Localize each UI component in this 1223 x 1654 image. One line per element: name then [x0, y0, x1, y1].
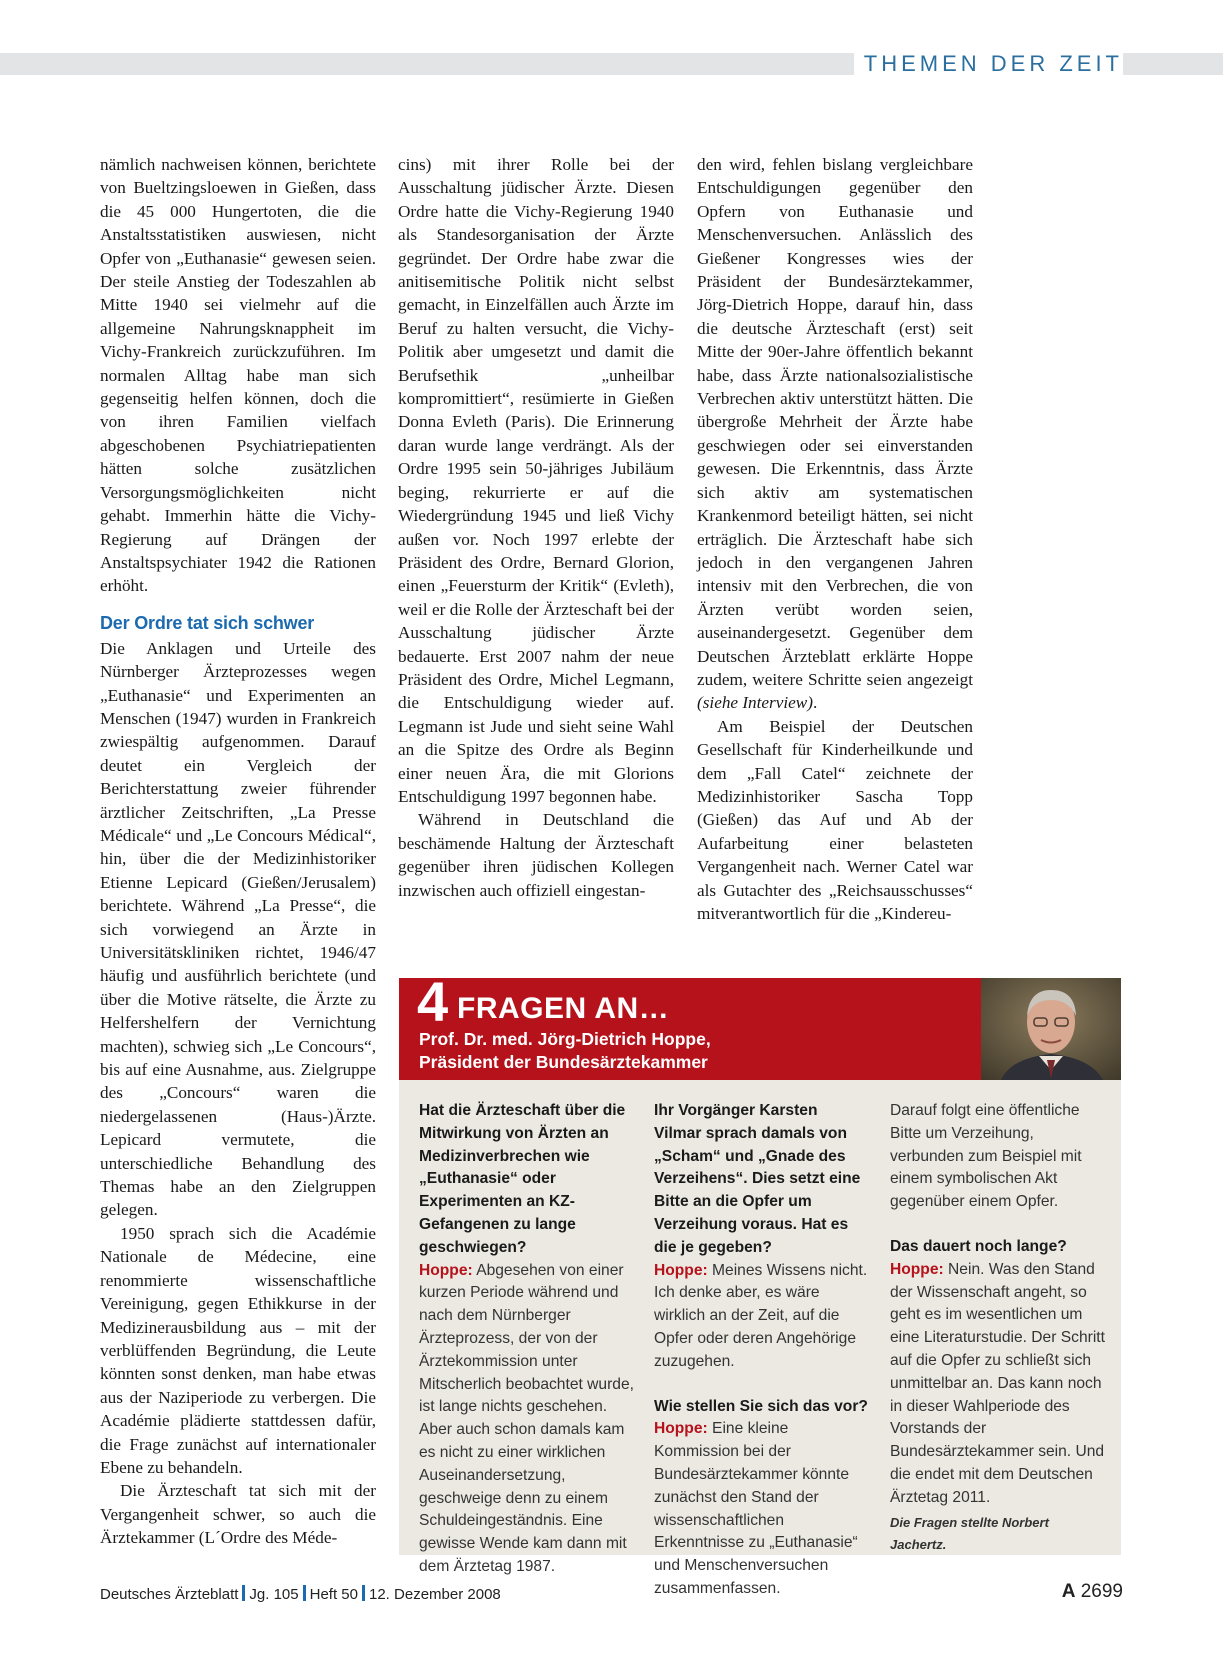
interview-question: Wie stellen Sie sich das vor?	[654, 1397, 868, 1415]
speaker-label: Hoppe:	[654, 1420, 708, 1438]
interview-column-1	[419, 1100, 634, 1579]
article-column-2	[398, 153, 674, 902]
interview-answer: Darauf folgt eine öffentliche Bitte um Verzeihung, verbunden zum Beispiel mit einem symbolischen Akt gegenüber einem Opfer.	[890, 1102, 1082, 1211]
subheading: Der Ordre tat sich schwer	[100, 612, 315, 633]
separator	[362, 1585, 365, 1601]
interview-answer: Hoppe: Eine kleine Kommission bei der Bundesärztekammer könnte zunächst den Stand der wissenschaftlichen Erkenntnisse zu „Euthanasie“ und Menschenversuchen zusammenfassen.	[654, 1420, 858, 1597]
separator	[242, 1585, 245, 1601]
interview-question: Ihr Vorgänger Karsten Vilmar sprach damals von „Scham“ und „Gnade des Verzeihens“. Dies setzt eine Bitte an die Opfer um Verzeihung voraus. Hat es die je gegeben?	[654, 1102, 861, 1256]
paragraph: Die Ärzteschaft tat sich mit der Vergangenheit schwer, so auch die Ärztekammer (L´Ordre des Méde-	[100, 1481, 376, 1548]
interview-question: Das dauert noch lange?	[890, 1237, 1067, 1255]
interview-column-3	[890, 1100, 1105, 1557]
interview-question: Hat die Ärzteschaft über die Mitwirkung von Ärzten an Medizinverbrechen wie „Euthanasie“ oder Experimenten an KZ-Gefangenen zu lange geschwiegen?	[419, 1102, 626, 1256]
volume: Jg. 105	[249, 1586, 299, 1603]
paragraph: cins) mit ihrer Rolle bei der Ausschaltung jüdischer Ärzte. Diesen Ordre hatte die Vichy-Regierung 1940 als Standesorganisation der Ärzte gegründet. Der Ordre habe zwar die anitisemitische Politik nicht selbst gemacht, in Einzelfällen auch Ärzte im Beruf zu halten versucht, die Vichy-Politik aber umgesetzt und damit die Berufsethik „unheilbar kompromittiert“, resümierte in Gießen Donna Evleth (Paris). Die Erinnerung daran wurde lange verdrängt. Als der Ordre 1995 sein 50-jähriges Jubiläum beging, rekurrierte er auf die Wiedergründung 1945 und ließ Vichy außen vor. Noch 1997 erlebte der Präsident des Ordre, Bernard Glorion, einen „Feuersturm der Kritik“ (Evleth), weil er die Rolle der Ärzteschaft bei der Ausschaltung jüdischer Ärzte bedauerte. Erst 2007 nahm der neue Präsident des Ordre, Michel Legmann, die Entschuldigung wieder auf. Legmann ist Jude und sieht seine Wahl an die Spitze des Ordre als Beginn einer neuen Ära, die mit Glorions Entschuldigung 1997 begonnen habe.	[398, 155, 674, 806]
interview-answer: Hoppe: Meines Wissens nicht. Ich denke aber, es wäre wirklich an der Zeit, auf die Opfer oder deren Angehörige zuzugehen.	[654, 1261, 868, 1370]
paragraph: Während in Deutschland die beschämende Haltung der Ärzteschaft gegenüber ihren jüdischen Kollegen inzwischen auch offiziell eingestan-	[398, 810, 674, 900]
interview-credit: Die Fragen stellte Norbert Jachertz.	[890, 1514, 1049, 1553]
paragraph: nämlich nachweisen können, berichtete von Bueltzingsloewen in Gießen, dass die 45 000 Hungertoten, die die Anstaltsstatistiken auswiesen, nicht Opfer von „Euthanasie“ gewesen seien. Der steile Anstieg der Todeszahlen ab Mitte 1940 sei vielmehr auf die allgemeine Nahrungsknappheit im Vichy-Frankreich zurückzuführen. Im normalen Alltag habe man sich gegenseitig helfen können, doch die von ihren Familien vielfach abgeschobenen Psychiatriepatienten hätten solche zusätzlichen Versorgungsmöglichkeiten nicht gehabt. Immerhin hätte die Vichy-Regierung auf Drängen der Anstaltspsychiater 1942 die Rationen erhöht.	[100, 155, 376, 596]
article-column-3	[697, 153, 973, 925]
speaker-label: Hoppe:	[654, 1261, 708, 1279]
journal-name: Deutsches Ärzteblatt	[100, 1586, 239, 1603]
issue-date: 12. Dezember 2008	[369, 1586, 501, 1603]
paragraph: Am Beispiel der Deutschen Gesellschaft für Kinderheilkunde und dem „Fall Catel“ zeichnete der Medizinhistoriker Sascha Topp (Gießen) das Auf und Ab der Aufarbeitung einer belasteten Vergangenheit nach. Werner Catel war als Gutachter des „Reichsausschusses“ mitverantwortlich für die „Kindereu-	[697, 716, 973, 923]
portrait-photo	[981, 978, 1121, 1080]
interview-answer: Hoppe: Abgesehen von einer kurzen Periode während und nach dem Nürnberger Ärzteprozess, der von der Ärztekommission unter Mitscherlich beobachtet wurde, ist lange nichts geschehen. Aber auch schon damals kam es nicht zu einer wirklichen Auseinandersetzung, geschweige denn zu einem Schuldeingeständnis. Eine gewisse Wende kam dann mit dem Ärztetag 1987.	[419, 1261, 634, 1575]
paragraph: den wird, fehlen bislang vergleichbare Entschuldigungen gegenüber den Opfern von Euthanasie und Menschenversuchen. Anlässlich des Gießener Kongresses wies der Präsident der Bundesärztekammer, Jörg-Dietrich Hoppe, darauf hin, dass die deutsche Ärzteschaft (erst) seit Mitte der 90er-Jahre öffentlich bekannt habe, dass Ärzte nationalsozialistische Verbrechen aktiv unterstützt hätten. Die übergroße Mehrheit der Ärzte habe geschwiegen oder sei einverstanden gewesen. Die Erkenntnis, dass Ärzte sich aktiv am systematischen Krankenmord beteiligt hätten, sei nicht erträglich. Die Ärzteschaft habe sich jedoch in den vergangenen Jahren intensiv mit den Verbrechen, die von Ärzten verübt worden seien, auseinandergesetzt. Gegenüber dem Deutschen Ärzteblatt erklärte Hoppe zudem, weitere Schritte seien angezeigt (siehe Interview).	[697, 155, 973, 713]
issue: Heft 50	[309, 1586, 358, 1603]
interviewee: Prof. Dr. med. Jörg-Dietrich Hoppe, Präsident der Bundesärztekammer	[419, 1029, 711, 1072]
interview-reference: (siehe Interview)	[697, 693, 813, 713]
interview-answer: Hoppe: Nein. Was den Stand der Wissenschaft angeht, so geht es im wesentlichen um eine Literaturstudie. Der Schritt auf die Opfer zu schließt sich unmittelbar an. Das kann noch in dieser Wahlperiode des Vorstands der Bundesärztekammer sein. Und die endet mit dem Deutschen Ärztetag 2011.	[890, 1260, 1105, 1506]
article-column-1	[100, 153, 376, 1550]
interview-number: 4	[417, 970, 449, 1033]
paragraph: Die Anklagen und Urteile des Nürnberger Ärzteprozesses wegen „Euthanasie“ und Experimenten an Menschen (1947) wurden in Frankreich zwiespältig aufgenommen. Darauf deutet ein Vergleich der Berichterstattung zweier führender ärztlicher Zeitschriften, „La Presse Médicale“ und „Le Concours Médical“, hin, über die der Medizinhistoriker Etienne Lepicard (Gießen/Jerusalem) berichtete. Während „La Presse“, die sich vorwiegend an Ärzte in Universitätskliniken richtet, 1946/47 häufig und ausführlich berichtete (und über die Motive rätselte, die Ärzte zu Helfershelfern der Vernichtung machten), schwieg sich „Le Concours“, bis auf eine Ausnahme, aus. Zielgruppe des „Concours“ waren die niedergelassenen (Haus-)Ärzte. Lepicard vermutete, die unterschiedliche Behandlung des Themas habe an den Zielgruppen gelegen.	[100, 638, 376, 1220]
interview-title: FRAGEN AN…	[457, 992, 670, 1025]
footer	[100, 1585, 501, 1603]
separator	[303, 1585, 306, 1601]
section-label: THEMEN DER ZEIT	[854, 52, 1123, 76]
paragraph: 1950 sprach sich die Académie Nationale de Médecine, eine renommierte wissenschaftliche Vereinigung, gegen Ethikkurse in der Medizinerausbildung aus – mit der verblüffenden Begründung, die Leute könnten sonst denken, man habe etwas aus der Naziperiode zu verbergen. Die Académie plädierte stattdessen dafür, die Frage zunächst auf internationaler Ebene zu behandeln.	[100, 1223, 376, 1477]
interview-column-2	[654, 1100, 869, 1601]
page-number: A 2699	[1061, 1581, 1123, 1602]
interview-header	[399, 970, 981, 1080]
speaker-label: Hoppe:	[890, 1260, 944, 1278]
paragraph-text: den wird, fehlen bislang vergleichbare Entschuldigungen gegenüber den Opfern von Euthanasie und Menschenversuchen. Anlässlich des Gießener Kongresses wies der Präsident der Bundesärztekammer, Jörg-Dietrich Hoppe, darauf hin, dass die deutsche Ärzteschaft (erst) seit Mitte der 90er-Jahre öffentlich bekannt habe, dass Ärzte nationalsozialistische Verbrechen aktiv unterstützt hätten. Die übergroße Mehrheit der Ärzte habe geschwiegen oder sei einverstanden gewesen. Die Erkenntnis, dass Ärzte sich aktiv am systematischen Krankenmord beteiligt hätten, sei nicht erträglich. Die Ärzteschaft habe sich jedoch in den vergangenen Jahren intensiv mit den Verbrechen, die von Ärzten verübt worden seien, auseinandergesetzt. Gegenüber dem Deutschen Ärzteblatt erklärte Hoppe zudem, weitere Schritte seien angezeigt	[697, 155, 973, 689]
speaker-label: Hoppe:	[419, 1261, 473, 1279]
